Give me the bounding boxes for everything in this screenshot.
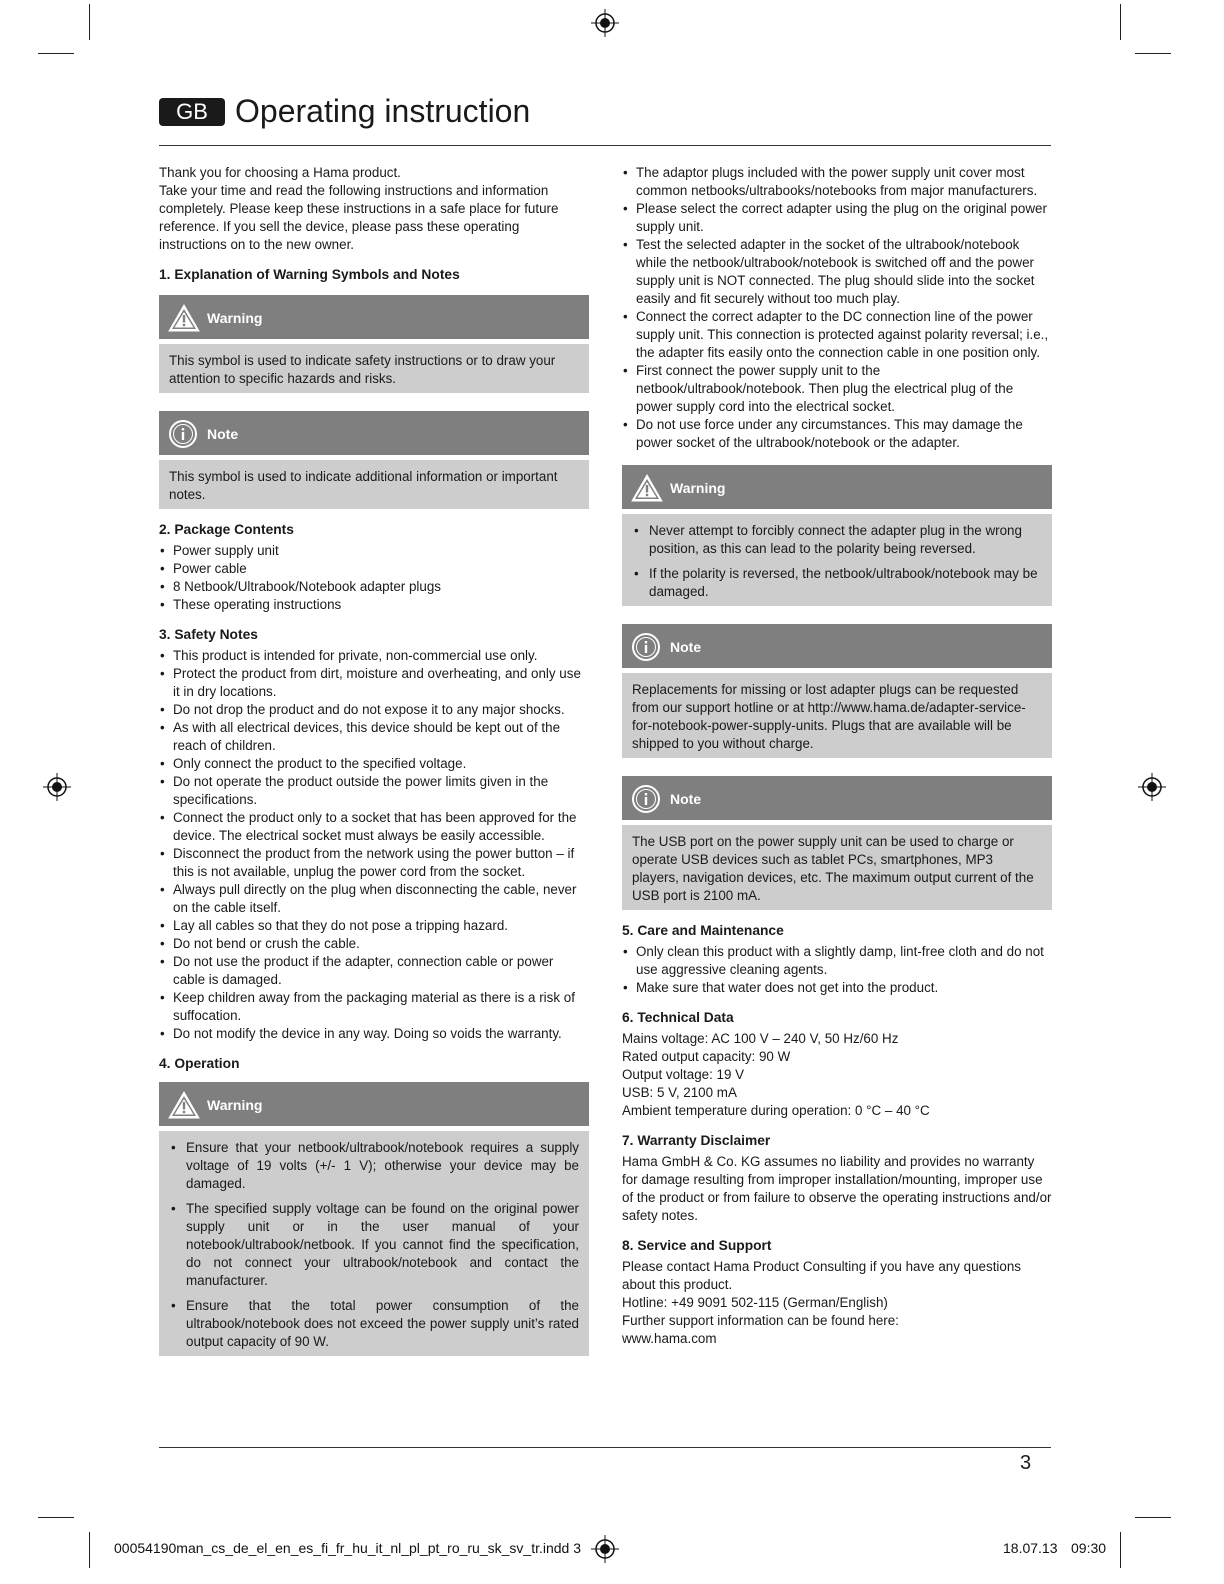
support-line: Please contact Hama Product Consulting if you have any questions about this product. <box>622 1259 1021 1292</box>
registration-mark-icon <box>43 773 71 801</box>
page-title: Operating instruction <box>235 93 531 129</box>
technical-data <box>622 1030 1052 1120</box>
footer-divider <box>159 1447 1051 1448</box>
list-item: • Lay all cables so that they do not pose a tripping hazard. <box>159 917 589 935</box>
list-item: • Protect the product from dirt, moisture and overheating, and only use it in dry locations. <box>159 665 589 701</box>
list-item: • Test the selected adapter in the socket of the ultrabook/notebook while the netbook/ultrabook/notebook is switched off and the power supply unit is NOT connected. The plug should slide into the socket easily and fit securely without too much play. <box>622 236 1052 308</box>
crop-mark <box>89 4 90 40</box>
list-item: • As with all electrical devices, this device should be kept out of the reach of children. <box>159 719 589 755</box>
note-text: The USB port on the power supply unit can be used to charge or operate USB devices such as tablet PCs, smartphones, MP3 players, navigation devices, etc. The maximum output current of the USB port is 2100 mA. <box>632 834 1034 903</box>
section-heading: 6. Technical Data <box>622 1010 734 1025</box>
list-item: • Make sure that water does not get into the product. <box>622 979 1052 997</box>
warning-triangle-icon <box>168 303 200 333</box>
note-label: Note <box>207 426 239 442</box>
technical-data-line: Rated output capacity: 90 W <box>622 1049 791 1064</box>
list-item: • Do not drop the product and do not expose it to any major shocks. <box>159 701 589 719</box>
warning-box <box>159 1082 589 1356</box>
note-label: Note <box>670 639 702 655</box>
crop-mark <box>1120 4 1121 40</box>
crop-mark <box>1135 53 1171 54</box>
list-item: • Always pull directly on the plug when disconnecting the cable, never on the cable itself. <box>159 881 589 917</box>
list-item: • Only connect the product to the specified voltage. <box>159 755 589 773</box>
operation-steps-list <box>622 164 1052 452</box>
list-item: • First connect the power supply unit to the netbook/ultrabook/notebook. Then plug the electrical plug of the power supply cord into the electrical socket. <box>622 362 1052 416</box>
technical-data-line: Ambient temperature during operation: 0 °C – 40 °C <box>622 1103 930 1118</box>
section-heading: 3. Safety Notes <box>159 627 258 642</box>
left-column <box>159 164 589 1356</box>
technical-data-line: USB: 5 V, 2100 mA <box>622 1085 737 1100</box>
note-box-header <box>159 411 589 455</box>
technical-data-line: Output voltage: 19 V <box>622 1067 745 1082</box>
note-box <box>622 624 1052 758</box>
crop-mark <box>38 53 74 54</box>
support-line: Further support information can be found here: <box>622 1313 899 1328</box>
note-label: Note <box>670 791 702 807</box>
page-header <box>159 95 1051 146</box>
slug-time: 09:30 <box>1071 1540 1107 1556</box>
list-item: • Power supply unit <box>159 542 589 560</box>
warning-triangle-icon <box>631 473 663 503</box>
list-item: • Connect the correct adapter to the DC connection line of the power supply unit. This connection is protected against polarity reversal; i.e., the adapter fits easily onto the connection cable in one position only. <box>622 308 1052 362</box>
info-circle-icon <box>168 419 200 449</box>
service-support <box>622 1258 1052 1348</box>
warning-text: This symbol is used to indicate safety instructions or to draw your attention to specific hazards and risks. <box>169 353 556 386</box>
note-box <box>159 411 589 509</box>
operation-warning-list <box>169 1139 579 1351</box>
list-item: • Do not use force under any circumstances. This may damage the power socket of the ultrabook/notebook or the adapter. <box>622 416 1052 452</box>
care-list <box>622 943 1052 997</box>
list-item: • Only clean this product with a slightly damp, lint-free cloth and do not use aggressive cleaning agents. <box>622 943 1052 979</box>
note-box-header <box>622 624 1052 668</box>
registration-mark-icon <box>591 1535 619 1563</box>
list-item: • These operating instructions <box>159 596 589 614</box>
note-box <box>622 776 1052 910</box>
crop-mark <box>89 1532 90 1568</box>
warning-label: Warning <box>207 310 263 326</box>
list-item: • Disconnect the product from the network using the power button – if this is not available, unplug the power cord from the socket. <box>159 845 589 881</box>
list-item: • Please select the correct adapter using the plug on the original power supply unit. <box>622 200 1052 236</box>
warning-box-body <box>159 1131 589 1356</box>
registration-mark-icon <box>1138 773 1166 801</box>
warning-box <box>622 465 1052 606</box>
crop-mark <box>1135 1517 1171 1518</box>
section-heading: 8. Service and Support <box>622 1238 772 1253</box>
section-heading: 1. Explanation of Warning Symbols and Notes <box>159 267 460 282</box>
warning-label: Warning <box>207 1097 263 1113</box>
warning-box-header <box>622 465 1052 509</box>
section-heading: 7. Warranty Disclaimer <box>622 1133 771 1148</box>
file-slug: 00054190man_cs_de_el_en_es_fi_fr_hu_it_nl_pl_pt_ro_ru_sk_sv_tr.indd 3 <box>114 1540 582 1556</box>
intro-paragraph: Take your time and read the following instructions and information completely. Please keep these instructions in a safe place for future reference. If you sell the device, please pass these operating instructions on to the new owner. <box>159 183 559 252</box>
safety-notes-list <box>159 647 589 1043</box>
list-item: • The specified supply voltage can be found on the original power supply unit or in the user manual of your notebook/ultrabook/netbook. If you cannot find the specification, do not connect your ultrabook/notebook and contact the manufacturer. <box>169 1200 579 1290</box>
list-item: • Keep children away from the packaging material as there is a risk of suffocation. <box>159 989 589 1025</box>
note-box-body <box>622 825 1052 910</box>
support-website-link[interactable]: www.hama.com <box>622 1331 717 1346</box>
list-item: • If the polarity is reversed, the netbook/ultrabook/notebook may be damaged. <box>632 565 1042 601</box>
support-hotline: Hotline: +49 9091 502-115 (German/English) <box>622 1295 888 1310</box>
list-item: • Power cable <box>159 560 589 578</box>
note-text: This symbol is used to indicate additional information or important notes. <box>169 469 558 502</box>
list-item: • This product is intended for private, non-commercial use only. <box>159 647 589 665</box>
info-circle-icon <box>631 632 663 662</box>
list-item: • Do not operate the product outside the power limits given in the specifications. <box>159 773 589 809</box>
warning-triangle-icon <box>168 1090 200 1120</box>
list-item: • Connect the product only to a socket that has been approved for the device. The electrical socket must always be easily accessible. <box>159 809 589 845</box>
intro-line: Thank you for choosing a Hama product. <box>159 165 401 180</box>
registration-mark-icon <box>591 9 619 37</box>
language-badge: GB <box>159 98 225 126</box>
list-item: • Do not use the product if the adapter, connection cable or power cable is damaged. <box>159 953 589 989</box>
list-item: • Never attempt to forcibly connect the adapter plug in the wrong position, as this can lead to the polarity being reversed. <box>632 522 1042 558</box>
warning-box-body <box>159 344 589 393</box>
warning-box-body <box>622 514 1052 606</box>
section-heading: 2. Package Contents <box>159 522 294 537</box>
page-number: 3 <box>1020 1452 1032 1474</box>
crop-mark <box>38 1517 74 1518</box>
package-contents-list <box>159 542 589 614</box>
technical-data-line: Mains voltage: AC 100 V – 240 V, 50 Hz/60 Hz <box>622 1031 899 1046</box>
warning-label: Warning <box>670 480 726 496</box>
polarity-warning-list <box>632 522 1042 601</box>
warranty-text: Hama GmbH & Co. KG assumes no liability and provides no warranty for damage resulting from improper installation/mounting, improper use of the product or from failure to observe the operating instructions and/or safety notes. <box>622 1154 1052 1223</box>
info-circle-icon <box>631 784 663 814</box>
list-item: • Ensure that your netbook/ultrabook/notebook requires a supply voltage of 19 volts (+/- 1 V); otherwise your device may be damaged. <box>169 1139 579 1193</box>
note-box-body <box>622 673 1052 758</box>
list-item: • Do not bend or crush the cable. <box>159 935 589 953</box>
list-item: • The adaptor plugs included with the power supply unit cover most common netbooks/ultrabooks/notebooks from major manufacturers. <box>622 164 1052 200</box>
warning-box-header <box>159 295 589 339</box>
list-item: • 8 Netbook/Ultrabook/Notebook adapter plugs <box>159 578 589 596</box>
warning-box <box>159 295 589 393</box>
section-heading: 5. Care and Maintenance <box>622 923 784 938</box>
note-box-body <box>159 460 589 509</box>
note-box-header <box>622 776 1052 820</box>
note-text: Replacements for missing or lost adapter plugs can be requested from our support hotline or at http://www.hama.de/adapter-service-for-notebook-power-supply-units. Plugs that are available will be shipped to you without charge. <box>632 682 1026 751</box>
right-column <box>622 164 1052 1348</box>
slug-date: 18.07.13 <box>1003 1540 1058 1556</box>
list-item: • Ensure that the total power consumption of the ultrabook/notebook does not exceed the power supply unit’s rated output capacity of 90 W. <box>169 1297 579 1351</box>
list-item: • Do not modify the device in any way. Doing so voids the warranty. <box>159 1025 589 1043</box>
warning-box-header <box>159 1082 589 1126</box>
crop-mark <box>1120 1532 1121 1568</box>
section-heading: 4. Operation <box>159 1056 240 1071</box>
